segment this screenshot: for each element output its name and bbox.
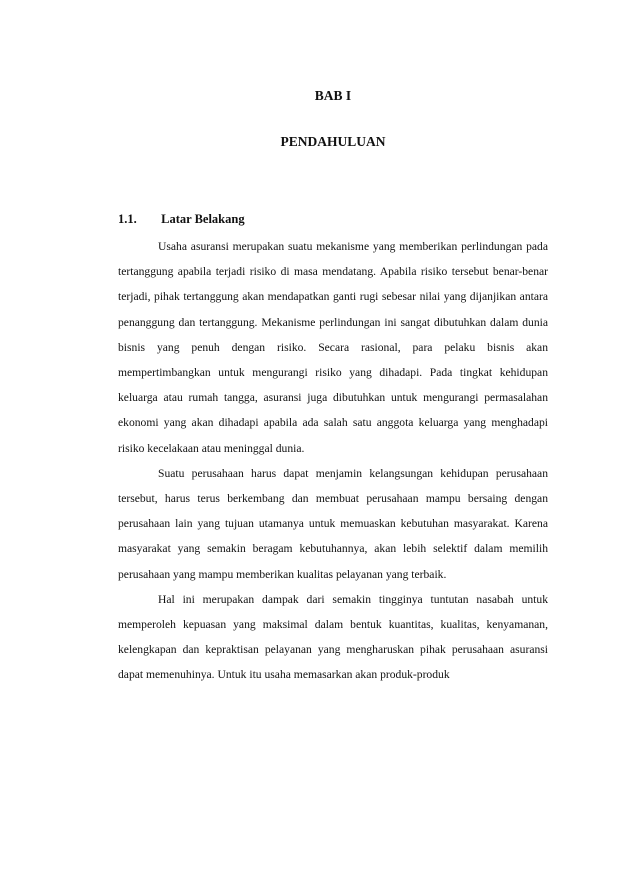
chapter-title: PENDAHULUAN bbox=[280, 134, 386, 149]
paragraph: Suatu perusahaan harus dapat menjamin kelangsungan kehidupan perusahaan tersebut, harus terus berkembang dan membuat perusahaan mampu bersaing dengan perusahaan lain yang tujuan utamanya untuk memuaskan kebutuhan masyarakat. Karena masyarakat yang semakin beragam kebutuhannya, akan lebih selektif dalam memilih perusahaan yang mampu memberikan kualitas pelayanan yang terbaik. bbox=[118, 466, 548, 581]
section-heading bbox=[118, 212, 548, 227]
section-title: Latar Belakang bbox=[161, 212, 245, 226]
chapter-number: BAB I bbox=[314, 88, 352, 103]
paragraph: Hal ini merupakan dampak dari semakin tingginya tuntutan nasabah untuk memperoleh kepuasan yang maksimal dalam bentuk kuantitas, kualitas, kenyamanan, kelengkapan dan kepraktisan pelayanan yang mengharuskan pihak perusahaan asuransi dapat memenuhinya. Untuk itu usaha memasarkan akan produk-produk bbox=[118, 592, 548, 682]
body-text bbox=[118, 234, 548, 688]
section-number: 1.1. bbox=[118, 212, 137, 226]
paragraph: Usaha asuransi merupakan suatu mekanisme yang memberikan perlindungan pada tertanggung apabila terjadi risiko di masa mendatang. Apabila risiko tersebut benar-benar terjadi, pihak tertanggung akan mendapatkan ganti rugi sebesar nilai yang dijanjikan antara penanggung dan tertanggung. Mekanisme perlindungan ini sangat dibutuhkan dalam dunia bisnis yang penuh dengan risiko. Secara rasional, para pelaku bisnis akan mempertimbangkan untuk mengurangi risiko yang dihadapi. Pada tingkat kehidupan keluarga atau rumah tangga, asuransi juga dibutuhkan untuk mengurangi permasalahan ekonomi yang akan dihadapi apabila ada salah satu anggota keluarga yang menghadapi risiko kecelakaan atau meninggal dunia. bbox=[118, 240, 548, 455]
